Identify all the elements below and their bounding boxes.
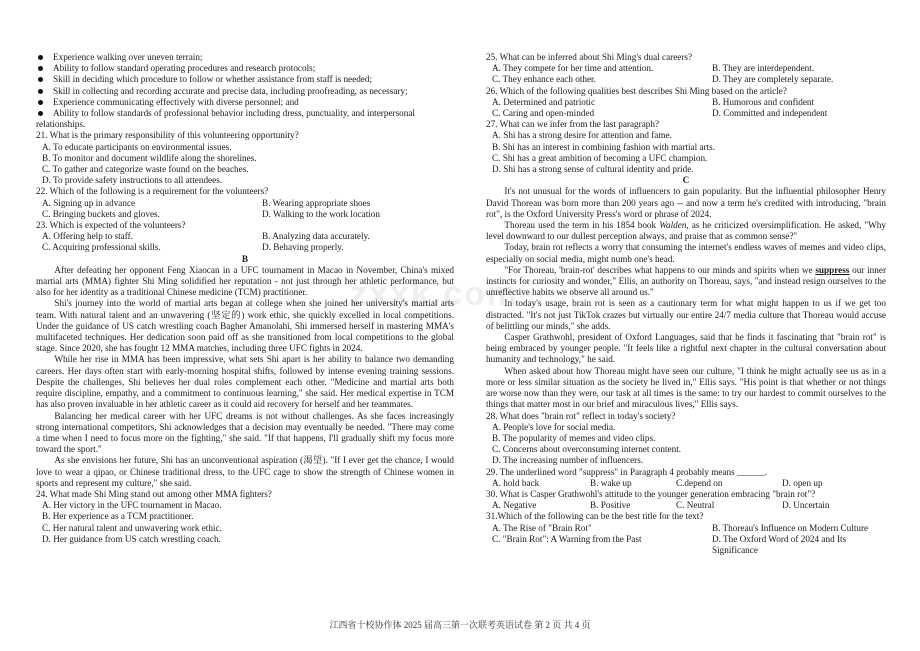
option[interactable]: B. Wearing appropriate shoes (262, 197, 371, 208)
paragraph-text: , as he criticized oversimplification. He asked, "Why level downward to our dullest perception always, and praise that as common sense?" (486, 220, 886, 242)
paragraph-text: Thoreau used the term in his 1854 book (504, 220, 660, 231)
option[interactable]: A. Negative (492, 500, 537, 511)
option[interactable]: D. Her guidance from US catch wrestling coach. (42, 533, 221, 544)
option[interactable]: D. They are completely separate. (712, 74, 834, 85)
bullet-item: Experience communicating effectively with diverse personnel; and (36, 97, 454, 108)
paragraph: Shi's journey into the world of martial arts began at college when she joined her university's martial arts team. With natural talent and an unwavering (坚定的) work ethic, she quickly excelled in local competitions. Under the guidance of US catch wrestling coach Bagher Amanolahi, Shi immersed herself in mastering MMA's multifaceted techniques. Her dedication soon paid off as she transitioned from local competitions to the global stage. Since 2020, she has fought 12 MMA matches, including three UFC fights in 2024. (36, 298, 454, 354)
question-stem: 25. What can be inferred about Shi Ming's dual careers? (486, 52, 693, 62)
option-row (36, 198, 454, 209)
option[interactable]: D. open up (782, 477, 823, 488)
option[interactable]: C. Her natural talent and unwavering work ethic. (42, 522, 222, 533)
question-stem: 21. What is the primary responsibility of this volunteering opportunity? (36, 130, 299, 141)
left-column (36, 52, 454, 545)
paragraph: Casper Grathwohl, president of Oxford Languages, said that he finds it fascinating that "brain rot" is being embraced by younger people. "It feels like a rightful next chapter in the cultural conversation about humanity and technology," he said. (486, 332, 886, 365)
option[interactable]: A. Determined and patriotic (492, 96, 596, 107)
section-heading-c: C (682, 175, 690, 186)
option[interactable]: C. Concerns about overconsuming internet content. (492, 444, 682, 455)
book-title: Walden (659, 220, 687, 231)
option[interactable]: B. Shi has an interest in combining fashion with martial arts. (492, 141, 716, 152)
option[interactable]: A. Offering help to staff. (42, 231, 134, 242)
option-row (486, 108, 886, 119)
option-row (36, 209, 454, 220)
paragraph (486, 265, 886, 299)
option[interactable]: D. To provide safety instructions to all attendees. (42, 175, 223, 186)
option[interactable]: A. To educate participants on environmental issues. (42, 141, 232, 152)
option-row (36, 242, 454, 253)
option-row (486, 97, 886, 108)
option[interactable]: C. Acquiring professional skills. (42, 242, 161, 253)
question-stem: 23. Which is expected of the volunteers? (36, 220, 186, 231)
bullet-item: Experience walking over uneven terrain; (36, 52, 454, 63)
question-stem: 29. The underlined word "suppress" in Paragraph 4 probably means ______. (486, 466, 767, 477)
option-row (486, 478, 886, 489)
question-stem: 24. What made Shi Ming stand out among other MMA fighters? (36, 488, 272, 499)
paragraph: It's not unusual for the words of influencers to gain popularity. But the influential philosopher Henry David Thoreau was born more than 200 years ago -- and now a term he's credited with introducing, "brain rot", is the Oxford University Press's word or phrase of 2024. (486, 186, 886, 219)
option[interactable]: C. "Brain Rot": A Warning from the Past (492, 533, 642, 544)
paragraph (486, 220, 886, 242)
option[interactable]: C.depend on (676, 477, 723, 488)
option[interactable]: B. wake up (590, 477, 632, 488)
option[interactable]: C. To gather and categorize waste found on the beaches. (42, 164, 249, 175)
option[interactable]: B. Positive (590, 500, 631, 511)
paragraph: After defeating her opponent Feng Xiaocan in a UFC tournament in Macao in November, China's mixed martial arts (MMA) fighter Shi Ming solidified her reputation - not just through her athletic performance, but also for her identity as a traditional Chinese medicine (TCM) practitioner. (36, 264, 454, 298)
right-column (486, 52, 886, 556)
paragraph: As she envisions her future, Shi has an unconventional aspiration (渴望). "If I ever get the chance, I would love to wear a qipao, or Chinese traditional dress, to the UFC cage to show the strength of Chinese women in sports and represent my culture," she said. (36, 455, 454, 488)
option-row (486, 500, 886, 511)
question-stem: 26. Which of the following qualities best describes Shi Ming based on the article? (486, 85, 787, 96)
question-stem: 28. What does "brain rot" reflect in today's society? (486, 410, 676, 421)
option[interactable]: B. Thoreau's Influence on Modern Culture (712, 522, 869, 533)
option[interactable]: D. Behaving properly. (262, 242, 344, 253)
bullet-item: Ability to follow standard operating procedures and research protocols; (36, 63, 454, 74)
underlined-word: suppress (815, 264, 850, 275)
option[interactable]: D. The Oxford Word of 2024 and Its Significance (712, 533, 847, 555)
paragraph-text: our inner instincts for curiosity and wonder," Ellis, an authority on Thoreau, says, "and instead resign ourselves to the unreflective habits we observe all around us." (486, 264, 887, 298)
bullet-continuation: relationships. (36, 119, 86, 130)
question-stem: 22. Which of the following is a requirement for the volunteers? (36, 186, 269, 197)
paragraph-text: "For Thoreau, 'brain-rot' describes what happens to our minds and spirits when we (504, 264, 816, 275)
paragraph: While her rise in MMA has been impressive, what sets Shi apart is her ability to balance two demanding careers. Her days often start with early-morning hospital shifts, followed by intense evening training sessions. Despite the challenges, Shi believes her dual roles complement each other. "Medicine and martial arts both require discipline, empathy, and a commitment to continuous learning," she said. Her medical expertise in TCM has also proven invaluable in her athletic career as it could aid recovery for herself and her teammates. (36, 354, 454, 410)
section-heading-b: B (241, 253, 249, 264)
paragraph: Today, brain rot reflects a worry that consuming the internet's endless waves of memes and video clips, especially on social media, might numb one's head. (486, 242, 886, 264)
option[interactable]: D. Walking to the work location (262, 208, 380, 219)
option[interactable]: B. Humorous and confident (712, 96, 815, 107)
option[interactable]: A. They compete for her time and attention. (492, 63, 654, 74)
option[interactable]: A. Signing up in advance (42, 197, 136, 208)
option-row (486, 74, 886, 85)
bullet-item: Skill in deciding which procedure to follow or whether assistance from staff is needed; (36, 74, 454, 85)
option[interactable]: A. Her victory in the UFC tournament in Macao. (42, 500, 222, 511)
option[interactable]: A. The Rise of "Brain Rot" (492, 522, 592, 533)
option[interactable]: B. Analyzing data accurately. (262, 231, 370, 242)
option[interactable]: C. Shi has a great ambition of becoming a UFC champion. (492, 152, 708, 163)
paragraph: When asked about how Thoreau might have seen our culture, "I think he might actually see us as in a more or less similar situation as the society he lived in," Ellis says. "His point is that whether or not things are worse now than they were, our task at all times is the same: to try our hardest to commit ourselves to the things that matter most in our brief and miraculous lives," Ellis says. (486, 365, 886, 410)
option[interactable]: C. Neutral (676, 500, 715, 511)
bullet-item: Ability to follow standards of professional behavior including dress, punctuality, and interpersonal (36, 108, 454, 119)
option[interactable]: A. People's love for social media. (492, 421, 616, 432)
option[interactable]: B. The popularity of memes and video clips. (492, 432, 656, 443)
option[interactable]: B. To monitor and document wildlife along the shorelines. (42, 152, 257, 163)
option[interactable]: C. Bringing buckets and gloves. (42, 208, 160, 219)
option[interactable]: C. They enhance each other. (492, 74, 596, 85)
option[interactable]: A. hold back (492, 477, 540, 488)
question-stem: 27. What can we infer from the last paragraph? (486, 119, 660, 130)
option[interactable]: D. Committed and independent (712, 108, 828, 119)
paragraph: Balancing her medical career with her UFC dreams is not without challenges. As she faces increasingly strong international competitors, Shi acknowledges that a decision may eventually be needed. "There may come a time when I need to focus more on the fighting," she said. "If that happens, I'll gradually shift my focus more toward the sport." (36, 410, 454, 455)
option[interactable]: B. They are interdependent. (712, 63, 815, 74)
option-row (486, 523, 886, 534)
paragraph: In today's usage, brain rot is seen as a cautionary term for what might happen to us if we get too distracted. "It's not just TikTok crazes but virtually our entire 24/7 media culture that Thoreau would accuse of belittling our minds," she adds. (486, 298, 886, 331)
bullet-item: Skill in collecting and recording accurate and precise data, including proofreading, as necessary; (36, 86, 454, 97)
option-row (486, 63, 886, 74)
option[interactable]: B. Her experience as a TCM practitioner. (42, 511, 194, 522)
question-stem: 31.Which of the following can be the best title for the text? (486, 511, 704, 522)
watermark: zxxk.com (350, 275, 520, 313)
option[interactable]: D. Shi has a strong sense of cultural identity and pride. (492, 164, 694, 175)
option-row (486, 534, 886, 556)
option[interactable]: A. Shi has a strong desire for attention and fame. (492, 130, 672, 141)
option-row (36, 231, 454, 242)
question-stem: 30. What is Casper Grathwohl's attitude to the younger generation embracing "brain rot"? (486, 488, 816, 499)
option[interactable]: C. Caring and open-minded (492, 108, 595, 119)
page-footer: 江西省十校协作体 2025 届高三第一次联考英语试卷 第 2 页 共 4 页 (329, 620, 591, 630)
option[interactable]: D. The increasing number of influencers. (492, 455, 644, 466)
option[interactable]: D. Uncertain (782, 500, 830, 511)
